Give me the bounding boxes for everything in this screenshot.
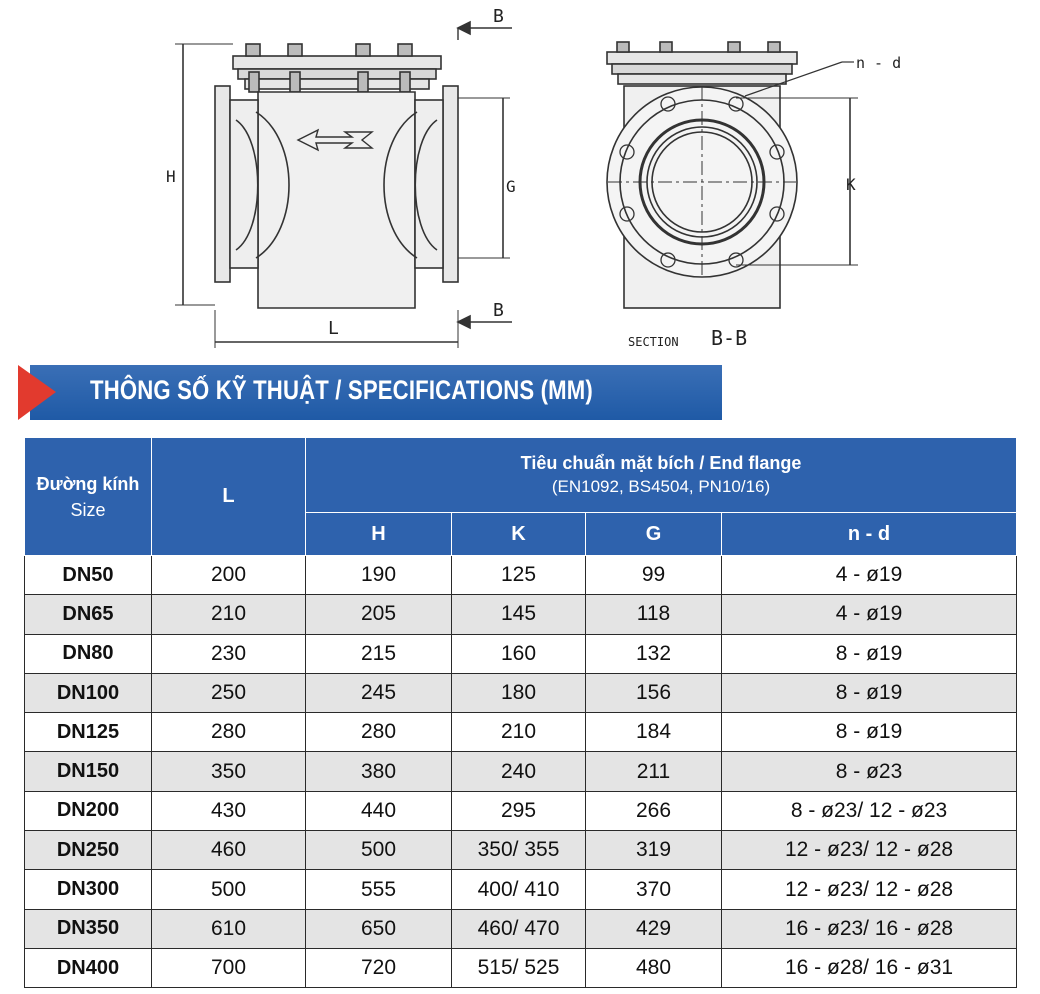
table-row [25, 791, 1017, 830]
cell-k: 180 [452, 673, 586, 712]
cell-l: 200 [152, 556, 306, 595]
header-size-en: Size [70, 499, 106, 520]
cell-l: 230 [152, 634, 306, 673]
cell-g: 132 [586, 634, 722, 673]
cell-h: 380 [306, 752, 452, 791]
dim-label-g: G [506, 177, 516, 196]
section-word: SECTION [628, 335, 679, 349]
section-view [607, 42, 858, 308]
cell-l: 460 [152, 831, 306, 870]
cell-nd: 12 - ø23/ 12 - ø28 [722, 831, 1017, 870]
cell-g: 211 [586, 752, 722, 791]
cell-nd: 8 - ø23/ 12 - ø23 [722, 791, 1017, 830]
table-row [25, 870, 1017, 909]
cell-nd: 8 - ø19 [722, 673, 1017, 712]
cell-k: 295 [452, 791, 586, 830]
cell-l: 210 [152, 595, 306, 634]
cell-nd: 16 - ø28/ 16 - ø31 [722, 948, 1017, 987]
header-flange-standards: (EN1092, BS4504, PN10/16) [551, 477, 771, 496]
dim-label-l: L [328, 318, 339, 339]
cell-nd: 12 - ø23/ 12 - ø28 [722, 870, 1017, 909]
cell-size: DN150 [25, 752, 152, 791]
cell-l: 280 [152, 713, 306, 752]
cell-k: 515/ 525 [452, 948, 586, 987]
cell-size: DN50 [25, 556, 152, 595]
cell-g: 99 [586, 556, 722, 595]
dim-label-h: H [166, 167, 176, 186]
section-id: B-B [711, 326, 748, 350]
technical-drawing [0, 0, 1040, 360]
cell-h: 215 [306, 634, 452, 673]
header-flange-title: Tiêu chuẩn mặt bích / End flange [520, 453, 802, 473]
header-end-flange [306, 438, 1017, 513]
dim-label-k: K [846, 175, 856, 194]
cell-k: 350/ 355 [452, 831, 586, 870]
header-l: L [152, 438, 306, 556]
cell-size: DN200 [25, 791, 152, 830]
cell-nd: 8 - ø19 [722, 634, 1017, 673]
cell-h: 720 [306, 948, 452, 987]
cell-k: 160 [452, 634, 586, 673]
cell-g: 480 [586, 948, 722, 987]
cell-h: 280 [306, 713, 452, 752]
cell-g: 370 [586, 870, 722, 909]
cell-h: 245 [306, 673, 452, 712]
cell-nd: 4 - ø19 [722, 556, 1017, 595]
cell-g: 184 [586, 713, 722, 752]
cell-nd: 4 - ø19 [722, 595, 1017, 634]
table-row [25, 909, 1017, 948]
cell-nd: 8 - ø23 [722, 752, 1017, 791]
cell-nd: 8 - ø19 [722, 713, 1017, 752]
table-row [25, 556, 1017, 595]
cell-l: 250 [152, 673, 306, 712]
cell-k: 145 [452, 595, 586, 634]
section-mark-top: B [493, 6, 504, 27]
dim-label-nd: n - d [856, 54, 902, 72]
cell-g: 429 [586, 909, 722, 948]
cell-nd: 16 - ø23/ 16 - ø28 [722, 909, 1017, 948]
cell-g: 266 [586, 791, 722, 830]
table-row [25, 634, 1017, 673]
banner-title: THÔNG SỐ KỸ THUẬT / SPECIFICATIONS (MM) [90, 375, 593, 405]
cell-h: 205 [306, 595, 452, 634]
cell-size: DN100 [25, 673, 152, 712]
table-row [25, 948, 1017, 987]
cell-g: 156 [586, 673, 722, 712]
table-row [25, 831, 1017, 870]
cell-h: 440 [306, 791, 452, 830]
table-row [25, 595, 1017, 634]
table-row [25, 752, 1017, 791]
header-h: H [306, 513, 452, 556]
cell-k: 460/ 470 [452, 909, 586, 948]
cell-h: 500 [306, 831, 452, 870]
cell-k: 210 [452, 713, 586, 752]
chevron-right-icon [18, 365, 56, 420]
cell-k: 400/ 410 [452, 870, 586, 909]
header-nd: n - d [722, 513, 1017, 556]
cell-l: 350 [152, 752, 306, 791]
cell-l: 430 [152, 791, 306, 830]
cell-k: 240 [452, 752, 586, 791]
header-size-vi: Đường kính [36, 473, 140, 494]
cell-l: 700 [152, 948, 306, 987]
specifications-table [24, 437, 1017, 988]
specifications-banner [0, 362, 722, 422]
cell-size: DN125 [25, 713, 152, 752]
cell-size: DN65 [25, 595, 152, 634]
cell-h: 555 [306, 870, 452, 909]
cell-l: 610 [152, 909, 306, 948]
cell-h: 650 [306, 909, 452, 948]
front-view [175, 22, 512, 348]
table-row [25, 673, 1017, 712]
header-k: K [452, 513, 586, 556]
table-body [25, 556, 1017, 988]
cell-l: 500 [152, 870, 306, 909]
cell-size: DN350 [25, 909, 152, 948]
table-row [25, 713, 1017, 752]
cell-h: 190 [306, 556, 452, 595]
cell-size: DN250 [25, 831, 152, 870]
cell-g: 319 [586, 831, 722, 870]
cell-size: DN400 [25, 948, 152, 987]
cell-size: DN80 [25, 634, 152, 673]
header-size [25, 438, 152, 556]
header-g: G [586, 513, 722, 556]
cell-k: 125 [452, 556, 586, 595]
section-mark-bottom: B [493, 300, 504, 321]
cell-size: DN300 [25, 870, 152, 909]
cell-g: 118 [586, 595, 722, 634]
